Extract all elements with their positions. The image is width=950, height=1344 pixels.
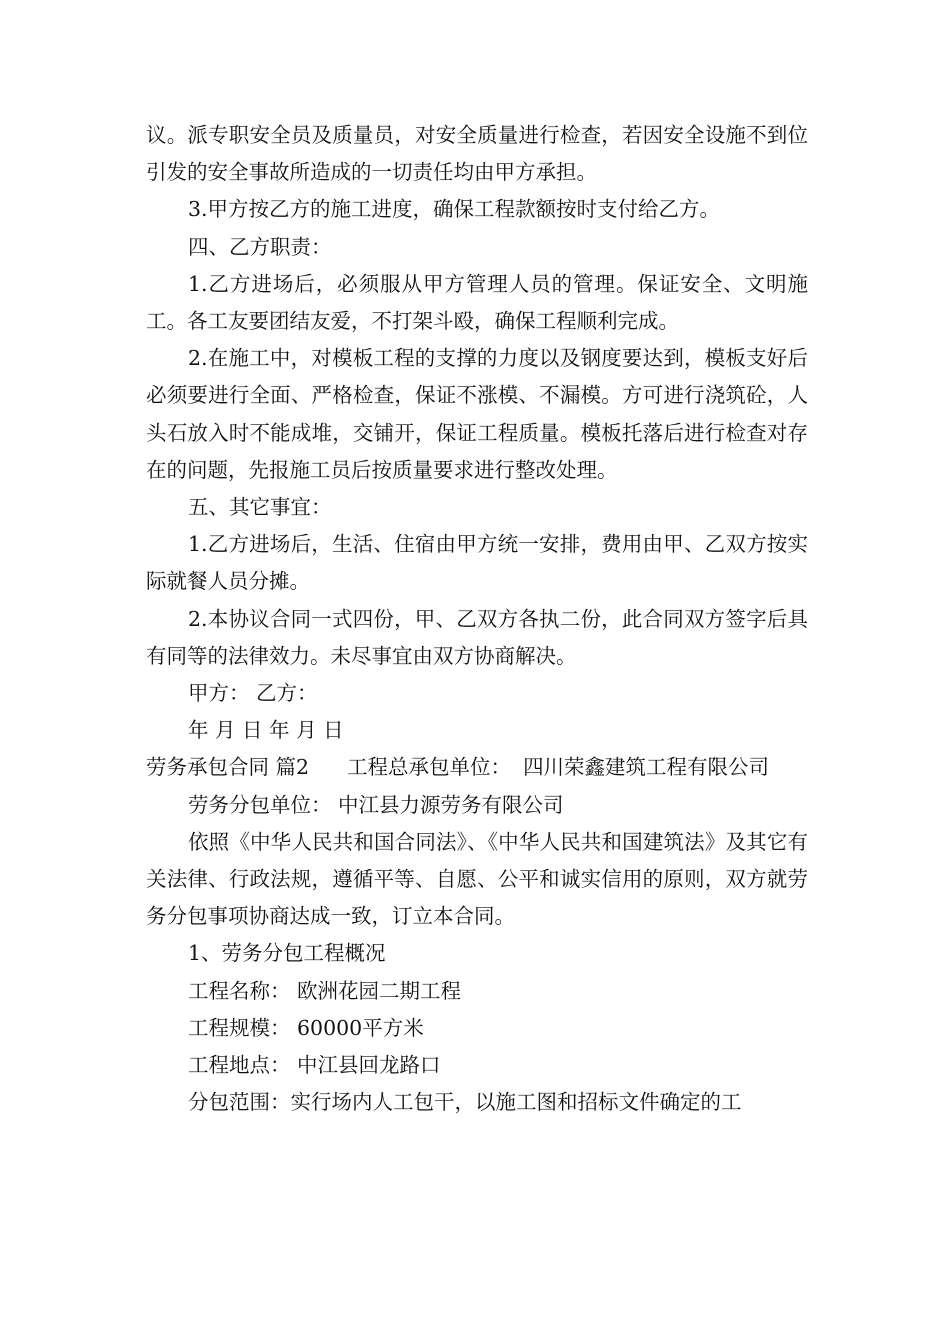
paragraph-project-name: 工程名称： 欧洲花园二期工程 [188,978,462,1003]
paragraph-other-matter-1: 1.乙方进场后，生活、住宿由甲方统一安排，费用由甲、乙双方按实际就餐人员分摊。 [146,532,808,594]
paragraph-safety-responsibility: 议。派专职安全员及质量员，对安全质量进行检查，若因安全设施不到位引发的安全事故所造成的一切责任均由甲方承担。 [146,123,808,185]
date-line: 年 月 日 年 月 日 [188,718,344,743]
paragraph-overview-heading: 1、劳务分包工程概况 [188,941,386,966]
paragraph-subcontract-scope: 分包范围：实行场内人工包干，以施工图和招标文件确定的工 [188,1090,742,1115]
paragraph-project-scale: 工程规模： 60000平方米 [188,1015,424,1040]
paragraph-project-location: 工程地点： 中江县回龙路口 [188,1053,441,1078]
section-heading-party-b-duties: 四、乙方职责： [188,234,332,259]
contractor-value: 四川荣鑫建筑工程有限公司 [523,755,770,780]
paragraph-party-b-duty-1: 1.乙方进场后，必须服从甲方管理人员的管理。保证安全、文明施工。各工友要团结友爱，不打架斗殴，确保工程顺利完成。 [146,271,808,334]
section-heading-other-matters: 五、其它事宜： [188,495,332,520]
paragraph-party-b-duty-2: 2.在施工中，对模板工程的支撑的力度以及钢度要达到，模板支好后必须要进行全面、严格检查，保证不涨模、不漏模。方可进行浇筑砼，人头石放入时不能成堆，交铺开，保证工程质量。模板托落后进行检查对存在的问题，先报施工员后按质量要求进行整改处理。 [146,346,808,482]
document-page [146,117,808,1121]
paragraph-payment: 3.甲方按乙方的施工进度，确保工程款额按时支付给乙方。 [188,197,721,222]
section2-heading: 劳务承包合同 篇2 [146,755,310,780]
paragraph-legal-basis: 依照《中华人民共和国合同法》、《中华人民共和国建筑法》及其它有关法律、行政法规，遵循平等、自愿、公平和诚实信用的原则，双方就劳务分包事项协商达成一致，订立本合同。 [146,829,808,929]
paragraph-subcontractor: 劳务分包单位： 中江县力源劳务有限公司 [188,792,564,817]
contractor-label: 工程总承包单位： [347,755,512,780]
signature-line: 甲方： 乙方： [188,681,318,706]
section2-heading-line [146,749,808,786]
paragraph-other-matter-2: 2.本协议合同一式四份，甲、乙双方各执二份，此合同双方签字后具有同等的法律效力。未尽事宜由双方协商解决。 [146,606,808,668]
